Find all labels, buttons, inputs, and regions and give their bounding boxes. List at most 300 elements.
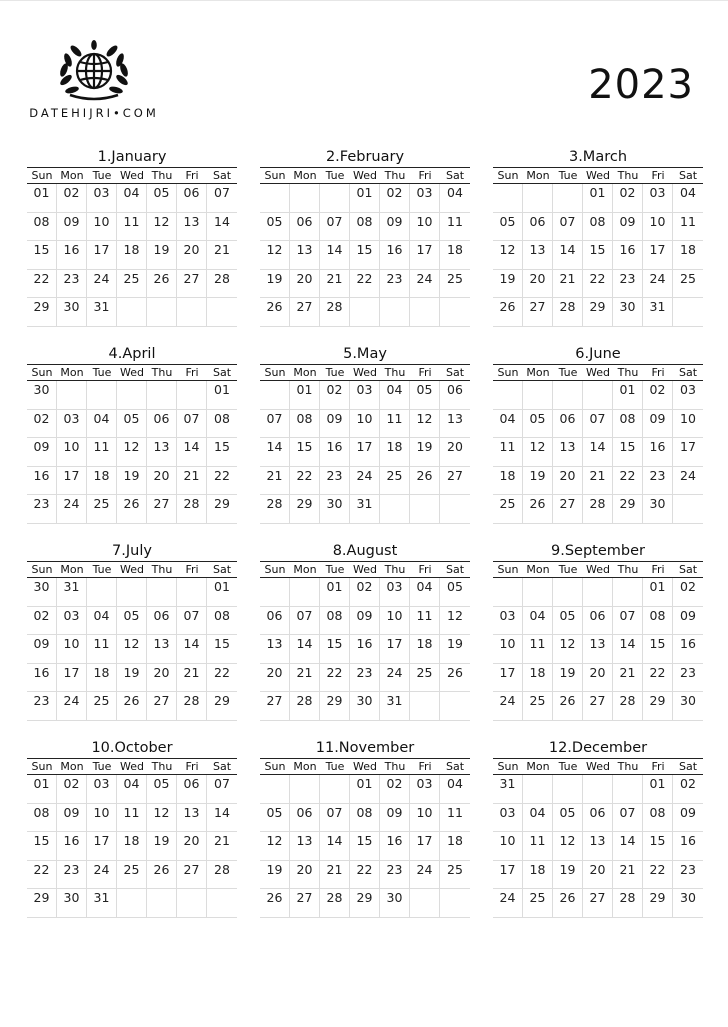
day-cell xyxy=(410,298,440,327)
day-cell: 11 xyxy=(523,635,553,664)
day-cell xyxy=(673,495,703,524)
day-cell: 27 xyxy=(147,692,177,721)
day-cell xyxy=(583,381,613,410)
day-cell: 17 xyxy=(673,438,703,467)
day-cell: 15 xyxy=(27,241,57,270)
day-cell: 27 xyxy=(583,889,613,918)
day-cell: 24 xyxy=(57,692,87,721)
day-cell: 07 xyxy=(320,213,350,242)
day-cell: 28 xyxy=(177,692,207,721)
day-cell: 20 xyxy=(440,438,470,467)
day-cell: 29 xyxy=(643,692,673,721)
day-cell: 04 xyxy=(87,410,117,439)
day-cell: 18 xyxy=(440,241,470,270)
day-cell: 15 xyxy=(643,635,673,664)
day-cell: 22 xyxy=(643,861,673,890)
day-cell: 27 xyxy=(290,298,320,327)
day-cell: 23 xyxy=(613,270,643,299)
month-title: 7.July xyxy=(112,543,152,559)
day-cell: 06 xyxy=(523,213,553,242)
day-cell: 13 xyxy=(147,438,177,467)
day-cell: 29 xyxy=(207,692,237,721)
day-cell: 28 xyxy=(207,270,237,299)
weekday-header xyxy=(27,561,237,578)
day-cell: 15 xyxy=(320,635,350,664)
weekday-label: Sun xyxy=(497,169,519,182)
weekday-label: Fri xyxy=(185,760,199,773)
month-title: 3.March xyxy=(568,149,628,165)
day-cell: 01 xyxy=(350,775,380,804)
day-cell: 12 xyxy=(493,241,523,270)
day-cell: 06 xyxy=(553,410,583,439)
weekday-label: Thu xyxy=(617,563,639,576)
weekday-label: Mon xyxy=(526,563,550,576)
day-cell: 21 xyxy=(207,832,237,861)
day-cell: 07 xyxy=(553,213,583,242)
month-title: 10.October xyxy=(91,740,173,756)
day-cell: 23 xyxy=(673,861,703,890)
day-cell: 31 xyxy=(493,775,523,804)
day-cell: 06 xyxy=(177,184,207,213)
day-cell xyxy=(553,184,583,213)
day-cell: 01 xyxy=(207,578,237,607)
day-cell: 07 xyxy=(260,410,290,439)
day-cell: 20 xyxy=(177,241,207,270)
day-cell xyxy=(147,578,177,607)
day-cell: 12 xyxy=(117,438,147,467)
day-grid xyxy=(260,184,470,327)
day-cell: 28 xyxy=(320,298,350,327)
day-cell: 12 xyxy=(260,832,290,861)
day-grid xyxy=(493,184,703,327)
day-cell: 01 xyxy=(290,381,320,410)
weekday-label: Wed xyxy=(586,169,610,182)
day-cell: 22 xyxy=(583,270,613,299)
weekday-label: Thu xyxy=(151,563,173,576)
day-cell: 05 xyxy=(117,410,147,439)
day-cell: 06 xyxy=(583,804,613,833)
day-cell: 20 xyxy=(260,664,290,693)
day-cell: 14 xyxy=(207,213,237,242)
day-cell: 06 xyxy=(583,607,613,636)
day-cell: 21 xyxy=(177,467,207,496)
day-cell: 09 xyxy=(27,438,57,467)
day-cell: 26 xyxy=(553,889,583,918)
day-cell: 27 xyxy=(177,270,207,299)
day-cell: 10 xyxy=(57,438,87,467)
day-cell: 16 xyxy=(673,635,703,664)
day-cell: 25 xyxy=(493,495,523,524)
day-cell: 01 xyxy=(613,381,643,410)
weekday-label: Sun xyxy=(264,760,286,773)
day-cell: 08 xyxy=(290,410,320,439)
day-cell: 04 xyxy=(117,184,147,213)
day-cell: 12 xyxy=(147,213,177,242)
day-cell xyxy=(117,578,147,607)
weekday-label: Thu xyxy=(384,366,406,379)
day-grid xyxy=(260,578,470,721)
day-cell: 16 xyxy=(613,241,643,270)
month-calendar xyxy=(260,541,470,722)
day-cell: 13 xyxy=(290,241,320,270)
day-cell: 05 xyxy=(147,775,177,804)
day-cell: 28 xyxy=(177,495,207,524)
day-cell xyxy=(440,692,470,721)
day-cell xyxy=(290,578,320,607)
day-cell: 08 xyxy=(27,804,57,833)
day-cell xyxy=(583,775,613,804)
weekday-label: Fri xyxy=(651,366,665,379)
day-cell: 17 xyxy=(57,467,87,496)
weekday-label: Sun xyxy=(31,366,53,379)
day-grid xyxy=(27,775,237,918)
weekday-label: Sun xyxy=(264,169,286,182)
day-cell: 16 xyxy=(27,467,57,496)
day-cell: 09 xyxy=(350,607,380,636)
day-cell: 16 xyxy=(57,832,87,861)
day-cell: 21 xyxy=(553,270,583,299)
day-cell: 21 xyxy=(613,861,643,890)
day-cell: 19 xyxy=(440,635,470,664)
day-cell: 28 xyxy=(613,692,643,721)
weekday-label: Mon xyxy=(526,366,550,379)
day-cell xyxy=(147,298,177,327)
weekday-label: Fri xyxy=(185,169,199,182)
month-calendar xyxy=(493,738,703,919)
weekday-label: Thu xyxy=(151,169,173,182)
day-cell: 22 xyxy=(350,861,380,890)
weekday-label: Mon xyxy=(293,563,317,576)
day-cell: 13 xyxy=(290,832,320,861)
day-cell: 18 xyxy=(523,861,553,890)
day-cell xyxy=(177,578,207,607)
day-cell xyxy=(673,298,703,327)
day-cell: 08 xyxy=(613,410,643,439)
day-cell: 25 xyxy=(673,270,703,299)
weekday-label: Tue xyxy=(325,169,345,182)
day-cell: 10 xyxy=(493,635,523,664)
day-cell xyxy=(320,775,350,804)
day-cell: 26 xyxy=(147,270,177,299)
day-cell: 31 xyxy=(87,298,117,327)
day-cell xyxy=(410,495,440,524)
day-cell: 03 xyxy=(380,578,410,607)
weekday-label: Fri xyxy=(651,563,665,576)
day-cell: 19 xyxy=(493,270,523,299)
weekday-label: Sat xyxy=(212,563,232,576)
day-cell: 21 xyxy=(260,467,290,496)
day-cell: 29 xyxy=(27,889,57,918)
day-cell: 09 xyxy=(320,410,350,439)
day-cell: 02 xyxy=(673,578,703,607)
day-cell xyxy=(177,889,207,918)
day-cell: 25 xyxy=(87,495,117,524)
day-cell: 03 xyxy=(57,410,87,439)
day-cell: 10 xyxy=(643,213,673,242)
day-cell: 05 xyxy=(553,804,583,833)
day-grid xyxy=(493,578,703,721)
month-title: 2.February xyxy=(325,149,405,165)
day-cell: 02 xyxy=(350,578,380,607)
day-cell: 14 xyxy=(290,635,320,664)
day-cell: 22 xyxy=(643,664,673,693)
weekday-label: Tue xyxy=(325,563,345,576)
day-cell: 27 xyxy=(440,467,470,496)
weekday-label: Sat xyxy=(678,169,698,182)
weekday-label: Fri xyxy=(418,563,432,576)
day-cell: 29 xyxy=(350,889,380,918)
day-cell: 08 xyxy=(207,410,237,439)
day-cell: 20 xyxy=(147,664,177,693)
day-cell: 02 xyxy=(27,410,57,439)
weekday-label: Sun xyxy=(264,563,286,576)
day-cell: 19 xyxy=(147,241,177,270)
day-cell: 14 xyxy=(553,241,583,270)
day-cell: 22 xyxy=(290,467,320,496)
weekday-header xyxy=(260,561,470,578)
day-cell xyxy=(260,184,290,213)
day-cell: 04 xyxy=(523,607,553,636)
day-cell: 02 xyxy=(380,775,410,804)
day-cell: 12 xyxy=(553,832,583,861)
weekday-label: Sun xyxy=(264,366,286,379)
day-cell xyxy=(207,889,237,918)
day-cell: 22 xyxy=(350,270,380,299)
day-cell: 13 xyxy=(177,213,207,242)
day-cell: 03 xyxy=(87,184,117,213)
day-cell: 18 xyxy=(673,241,703,270)
day-cell xyxy=(207,298,237,327)
weekday-header xyxy=(493,167,703,184)
day-cell: 15 xyxy=(27,832,57,861)
weekday-label: Sat xyxy=(678,366,698,379)
day-cell xyxy=(290,184,320,213)
day-cell: 17 xyxy=(410,832,440,861)
weekday-label: Mon xyxy=(293,760,317,773)
weekday-label: Sun xyxy=(497,563,519,576)
weekday-label: Sun xyxy=(31,169,53,182)
day-cell: 21 xyxy=(613,664,643,693)
day-cell: 24 xyxy=(350,467,380,496)
day-cell: 07 xyxy=(207,184,237,213)
day-cell: 02 xyxy=(57,775,87,804)
day-cell: 22 xyxy=(27,861,57,890)
month-calendar xyxy=(260,344,470,525)
day-cell: 25 xyxy=(523,889,553,918)
day-cell: 11 xyxy=(87,635,117,664)
day-cell: 23 xyxy=(27,495,57,524)
day-cell xyxy=(440,298,470,327)
day-cell: 30 xyxy=(673,692,703,721)
month-title: 1.January xyxy=(97,149,167,165)
weekday-label: Wed xyxy=(586,563,610,576)
day-cell: 12 xyxy=(260,241,290,270)
day-cell xyxy=(57,381,87,410)
day-cell: 03 xyxy=(410,775,440,804)
day-cell: 16 xyxy=(27,664,57,693)
day-cell: 26 xyxy=(493,298,523,327)
day-cell: 11 xyxy=(673,213,703,242)
day-cell xyxy=(440,495,470,524)
day-cell: 21 xyxy=(207,241,237,270)
top-divider xyxy=(0,0,728,1)
day-cell: 24 xyxy=(673,467,703,496)
day-cell: 07 xyxy=(320,804,350,833)
day-cell: 11 xyxy=(117,804,147,833)
day-cell: 08 xyxy=(643,804,673,833)
day-cell: 08 xyxy=(27,213,57,242)
day-cell xyxy=(87,578,117,607)
day-cell: 08 xyxy=(583,213,613,242)
day-cell: 01 xyxy=(27,184,57,213)
day-cell: 20 xyxy=(553,467,583,496)
day-cell: 07 xyxy=(613,607,643,636)
day-cell: 19 xyxy=(410,438,440,467)
day-cell: 13 xyxy=(583,832,613,861)
day-cell: 12 xyxy=(147,804,177,833)
day-cell: 10 xyxy=(57,635,87,664)
day-cell: 31 xyxy=(350,495,380,524)
weekday-label: Tue xyxy=(325,366,345,379)
weekday-label: Sat xyxy=(212,760,232,773)
day-cell: 18 xyxy=(523,664,553,693)
day-cell: 23 xyxy=(320,467,350,496)
weekday-label: Fri xyxy=(651,169,665,182)
day-cell: 01 xyxy=(350,184,380,213)
day-cell: 20 xyxy=(523,270,553,299)
day-cell: 24 xyxy=(410,270,440,299)
day-cell: 16 xyxy=(57,241,87,270)
day-cell xyxy=(523,578,553,607)
day-cell: 31 xyxy=(87,889,117,918)
day-cell: 13 xyxy=(523,241,553,270)
day-cell: 12 xyxy=(117,635,147,664)
day-cell: 30 xyxy=(27,578,57,607)
day-cell: 10 xyxy=(410,213,440,242)
day-cell: 02 xyxy=(27,607,57,636)
month-calendar xyxy=(493,344,703,525)
weekday-label: Wed xyxy=(353,169,377,182)
weekday-label: Fri xyxy=(418,169,432,182)
day-cell: 30 xyxy=(57,889,87,918)
day-cell xyxy=(290,775,320,804)
month-title: 8.August xyxy=(332,543,398,559)
weekday-header xyxy=(260,364,470,381)
weekday-label: Sat xyxy=(212,169,232,182)
weekday-label: Sun xyxy=(31,563,53,576)
day-cell: 22 xyxy=(207,664,237,693)
day-cell: 19 xyxy=(553,861,583,890)
day-cell: 28 xyxy=(290,692,320,721)
day-cell: 29 xyxy=(583,298,613,327)
weekday-header xyxy=(493,364,703,381)
weekday-label: Fri xyxy=(651,760,665,773)
day-cell: 19 xyxy=(147,832,177,861)
day-cell: 03 xyxy=(350,381,380,410)
day-cell: 26 xyxy=(553,692,583,721)
day-cell: 27 xyxy=(147,495,177,524)
day-cell: 05 xyxy=(410,381,440,410)
day-cell: 24 xyxy=(493,692,523,721)
day-cell: 23 xyxy=(350,664,380,693)
day-cell: 27 xyxy=(260,692,290,721)
day-cell: 25 xyxy=(410,664,440,693)
day-cell: 27 xyxy=(583,692,613,721)
day-cell xyxy=(613,578,643,607)
day-cell: 20 xyxy=(583,861,613,890)
month-calendar xyxy=(27,738,237,919)
day-cell: 02 xyxy=(57,184,87,213)
day-cell: 05 xyxy=(553,607,583,636)
day-cell: 31 xyxy=(57,578,87,607)
weekday-label: Mon xyxy=(60,563,84,576)
day-cell: 26 xyxy=(117,692,147,721)
day-cell: 16 xyxy=(643,438,673,467)
day-cell: 31 xyxy=(643,298,673,327)
day-cell: 18 xyxy=(440,832,470,861)
day-cell: 17 xyxy=(87,241,117,270)
day-cell: 07 xyxy=(177,607,207,636)
day-cell xyxy=(440,889,470,918)
day-cell: 04 xyxy=(410,578,440,607)
day-cell: 18 xyxy=(87,467,117,496)
weekday-label: Wed xyxy=(120,760,144,773)
day-cell: 11 xyxy=(117,213,147,242)
day-cell: 23 xyxy=(380,861,410,890)
month-title: 6.June xyxy=(575,346,621,362)
day-cell xyxy=(523,775,553,804)
day-cell: 13 xyxy=(147,635,177,664)
day-cell: 24 xyxy=(57,495,87,524)
day-cell: 18 xyxy=(87,664,117,693)
day-cell: 13 xyxy=(440,410,470,439)
month-calendar xyxy=(260,738,470,919)
day-cell: 12 xyxy=(553,635,583,664)
day-cell: 23 xyxy=(380,270,410,299)
day-cell: 09 xyxy=(380,213,410,242)
day-cell: 02 xyxy=(320,381,350,410)
day-cell: 05 xyxy=(147,184,177,213)
day-cell: 06 xyxy=(147,410,177,439)
year-title: 2023 xyxy=(588,62,694,108)
weekday-label: Sat xyxy=(445,563,465,576)
day-cell: 17 xyxy=(410,241,440,270)
day-cell: 30 xyxy=(320,495,350,524)
weekday-label: Fri xyxy=(418,760,432,773)
day-grid xyxy=(27,578,237,721)
day-cell: 26 xyxy=(117,495,147,524)
day-cell: 11 xyxy=(410,607,440,636)
day-cell: 28 xyxy=(553,298,583,327)
day-cell: 13 xyxy=(177,804,207,833)
day-cell: 09 xyxy=(57,804,87,833)
brand-logo xyxy=(24,40,164,124)
weekday-label: Sun xyxy=(497,366,519,379)
weekday-label: Thu xyxy=(151,366,173,379)
day-cell: 04 xyxy=(673,184,703,213)
day-cell: 28 xyxy=(320,889,350,918)
weekday-label: Tue xyxy=(558,366,578,379)
day-cell: 26 xyxy=(523,495,553,524)
day-cell: 27 xyxy=(177,861,207,890)
day-cell: 18 xyxy=(117,832,147,861)
weekday-label: Tue xyxy=(558,563,578,576)
day-cell xyxy=(493,184,523,213)
month-calendar xyxy=(27,147,237,328)
day-cell: 21 xyxy=(583,467,613,496)
day-cell: 24 xyxy=(493,889,523,918)
day-cell: 03 xyxy=(673,381,703,410)
